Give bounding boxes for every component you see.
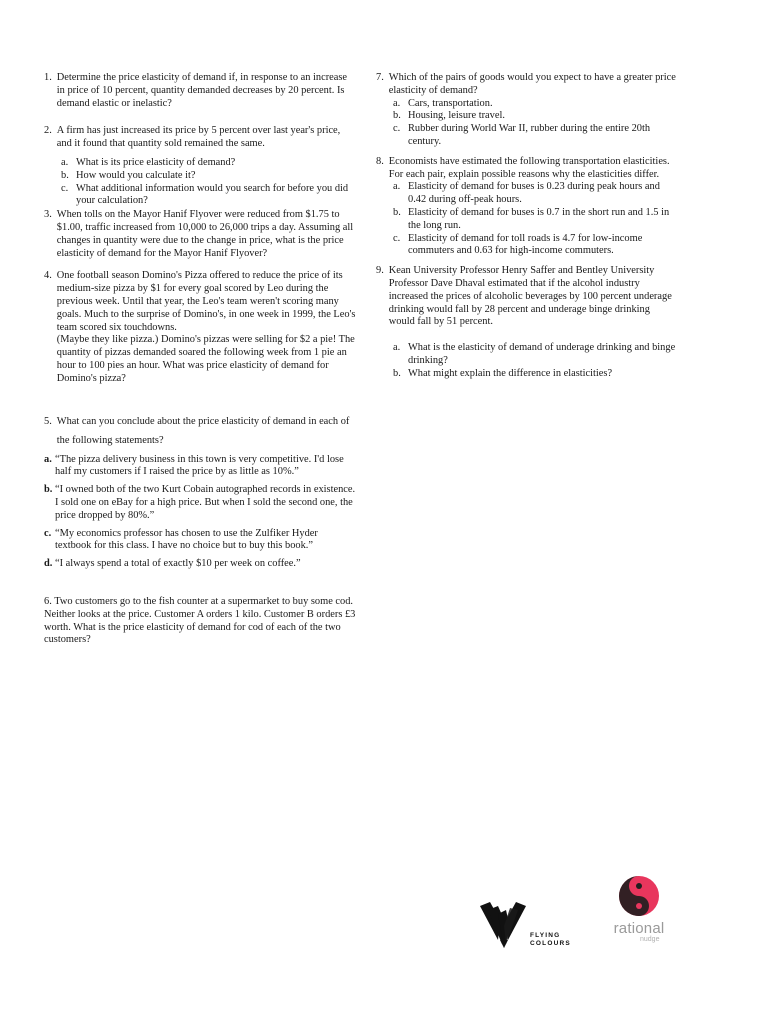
question-number: 5. (44, 415, 52, 427)
sub-number: a. (393, 181, 401, 193)
sub-number: a. (44, 453, 52, 465)
sub-text: What is its price elasticity of demand? (76, 156, 236, 168)
sub-text: Elasticity of demand for buses is 0.23 during peak hours and 0.42 during off-peak hours. (408, 181, 660, 206)
nudge-wordmark: nudge (640, 936, 660, 943)
question-number: 3. (44, 209, 52, 221)
question-7 (376, 72, 678, 149)
sub-number: c. (393, 232, 401, 244)
sub-number: b. (393, 367, 401, 379)
sub-number: b. (61, 169, 69, 181)
question-6 (44, 596, 356, 647)
question-text: When tolls on the Mayor Hanif Flyover were reduced from $1.75 to $1.00, traffic increased from 10,000 to 26,000 trips a day. Assuming all changes in quantity were due to the change in price, what is the price elasticity of demand for the Mayor Hanif Flyover? (56, 209, 354, 259)
rational-wordmark: rational (613, 920, 665, 937)
sub-number: b. (393, 206, 401, 218)
question-text: Which of the pairs of goods would you expect to have a greater price elasticity of demand? (388, 72, 676, 96)
question-number: 4. (44, 270, 52, 282)
sub-number: a. (393, 97, 401, 109)
sub-number: d. (44, 558, 53, 570)
sub-question (44, 558, 356, 571)
sub-text: How would you calculate it? (76, 169, 196, 181)
sub-text: “I owned both of the two Kurt Cobain autographed records in existence. I sold one on eBay for a high price. But when I sold the second one, the price dropped by 80%.” (55, 484, 356, 521)
sub-text: Rubber during World War II, rubber during the entire 20th century. (408, 123, 651, 147)
sub-question (61, 170, 356, 183)
question-number: 8. (376, 155, 384, 167)
sub-question (44, 454, 356, 480)
sub-question (61, 157, 356, 170)
question-text: Economists have estimated the following transportation elasticities. For each pair, explain possible reasons why the elasticities differ. (388, 155, 670, 180)
flying-colours-wordmark (530, 932, 571, 947)
sub-question (44, 484, 356, 522)
sub-number: a. (393, 342, 401, 354)
flying-colours-line2: COLOURS (530, 939, 571, 947)
flying-colours-line1: FLYING (530, 932, 561, 939)
question-5 (44, 412, 356, 571)
sub-question (393, 207, 678, 233)
question-number: 9. (376, 265, 384, 277)
sub-text: What is the elasticity of demand of underage drinking and binge drinking? (408, 342, 676, 366)
question-text: A firm has just increased its price by 5 percent over last year's price, and it found that quantity sold remained the same. (56, 125, 341, 150)
sub-text: Cars, transportation. (408, 97, 493, 109)
sub-text: “The pizza delivery business in this town is very competitive. I'd lose half my customers if I raised the price by as little as 10%.” (55, 453, 344, 478)
question-9 (376, 265, 678, 380)
question-text: 6. Two customers go to the fish counter at a supermarket to buy some cod. Neither looks at the price. Customer A orders 1 kilo. Customer B orders £3 worth. What is the price elasticity of demand for cod of each of the two customers? (44, 595, 356, 646)
sub-number: b. (44, 484, 53, 496)
sub-text: What additional information would you search for before you did your calculation? (76, 182, 349, 207)
sub-question (393, 181, 678, 207)
sub-text: “My economics professor has chosen to use the Zulfiker Hyder textbook for this class. I have no choice but to buy this book.” (55, 527, 318, 552)
sub-number: c. (61, 182, 69, 194)
question-3 (44, 209, 356, 260)
sub-text: “I always spend a total of exactly $10 per week on coffee.” (55, 558, 301, 570)
question-1 (44, 72, 356, 110)
question-2 (44, 125, 356, 208)
sub-question (393, 123, 678, 149)
sub-question (393, 233, 678, 259)
sub-question (393, 342, 678, 368)
sub-text: Elasticity of demand for toll roads is 4.7 for low-income commuters and 0.63 for high-income commuters. (408, 232, 643, 257)
right-column (376, 72, 678, 381)
question-text: Determine the price elasticity of demand if, in response to an increase in price of 10 percent, quantity demanded decreases by 20 percent. Is demand elastic or inelastic? (56, 72, 348, 109)
sub-question (44, 528, 356, 554)
sub-text: Elasticity of demand for buses is 0.7 in the short run and 1.5 in the long run. (408, 206, 670, 231)
sub-question (393, 368, 678, 381)
question-8 (376, 156, 678, 258)
sub-number: c. (393, 123, 401, 135)
sub-number: c. (44, 527, 52, 539)
question-text: Kean University Professor Henry Saffer and Bentley University Professor Dave Dhaval estimated that if the alcohol industry increased the prices of alcoholic beverages by 100 percent underage drinking would fall by 28 percent and underage binge drinking would fall by 51 percent. (388, 265, 672, 328)
question-text-block (57, 270, 356, 385)
question-4 (44, 270, 356, 385)
sub-text: What might explain the difference in elasticities? (408, 367, 613, 379)
question-text: What can you conclude about the price elasticity of demand in each of the following statements? (56, 415, 350, 446)
question-text-continued: (Maybe they like pizza.) Domino's pizzas were selling for $2 a pie! The quantity of pizzas demanded soared the following week from 1 pie an hour to 100 pies an hour. What was price elasticity of demand for Domino's pizza? (56, 334, 355, 384)
sub-question (393, 98, 678, 111)
question-number: 7. (376, 72, 384, 83)
question-number: 2. (44, 125, 52, 137)
sub-question (61, 183, 356, 209)
question-text: One football season Domino's Pizza offered to reduce the price of its medium-size pizza by $1 for every goal scored by Leo during the previous week. Until that year, the Leo's team weren't scoring many goals. Much to the surprise of Domino's, in one week in 1999, the Leo's team scored six touchdowns. (56, 270, 356, 333)
sub-text: Housing, leisure travel. (408, 110, 505, 122)
question-number: 1. (44, 72, 52, 83)
sub-question (393, 110, 678, 123)
sub-number: a. (61, 156, 69, 168)
left-column (44, 72, 356, 647)
sub-number: b. (393, 110, 401, 122)
